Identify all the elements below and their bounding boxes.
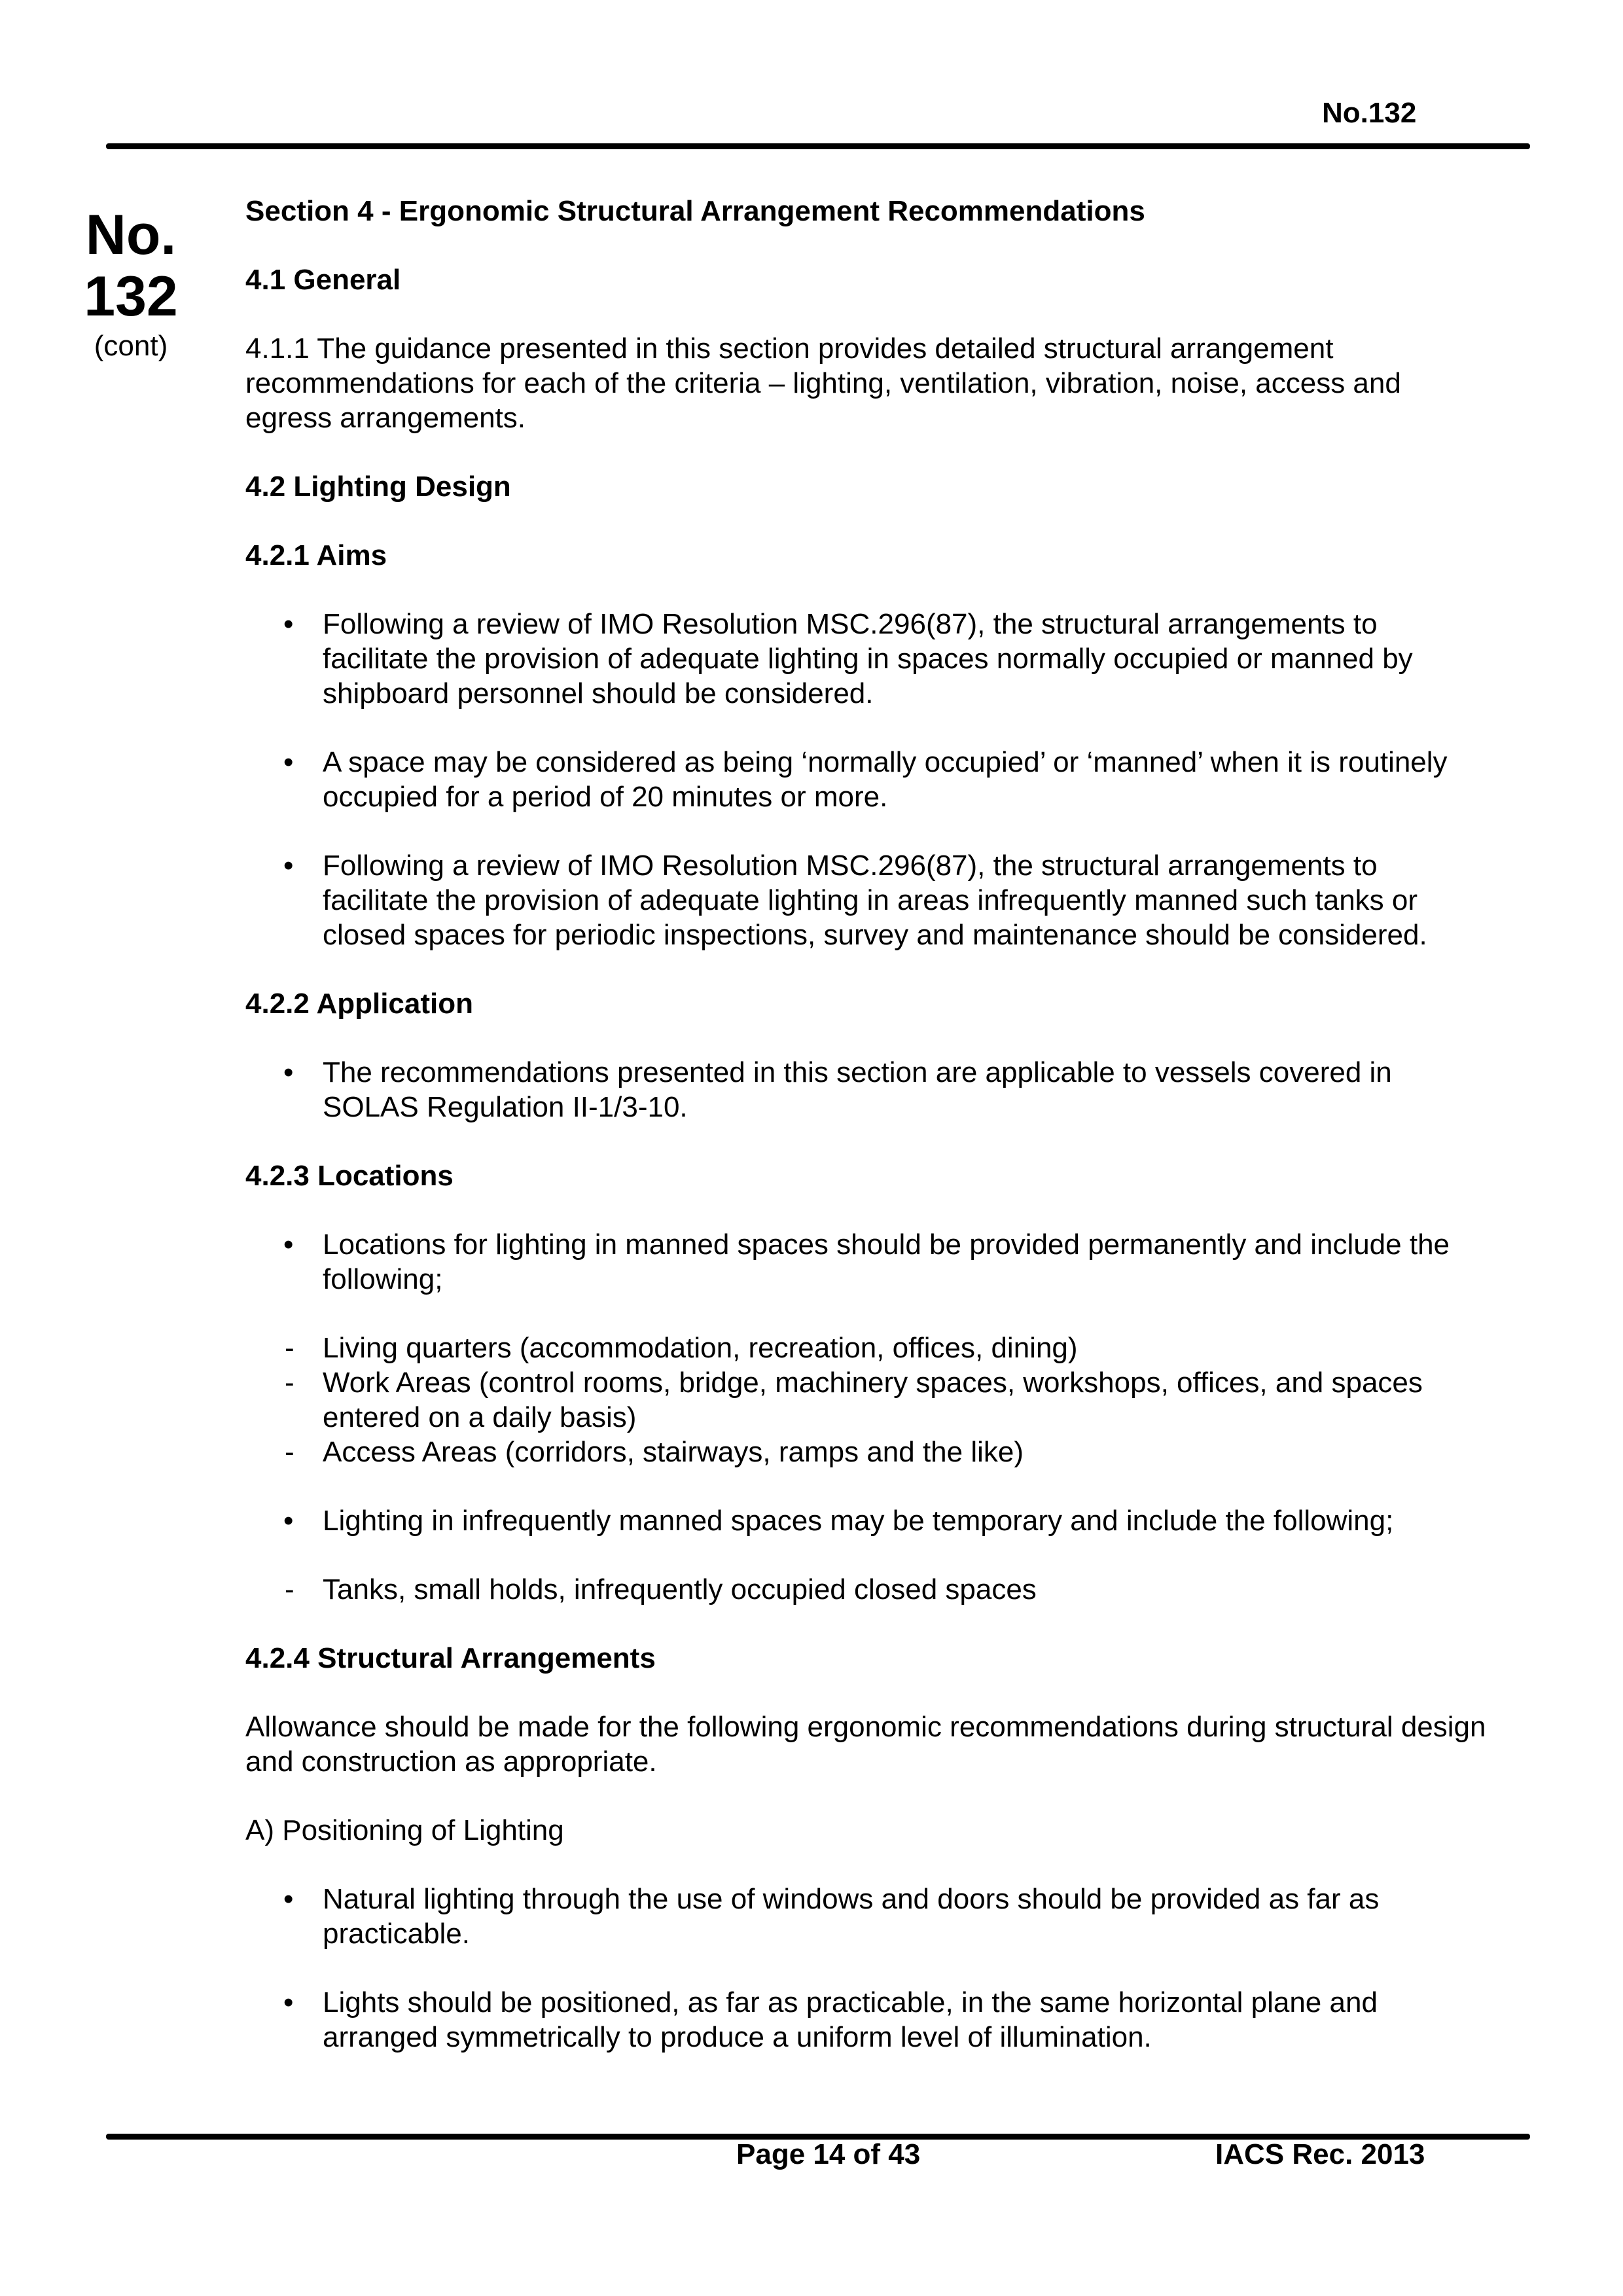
dash-text: Living quarters (accommodation, recreation, offices, dining) (323, 1332, 1078, 1364)
side-no-label: No. (85, 204, 177, 266)
bullet-marker: • (283, 746, 294, 778)
dash-marker: - (285, 1332, 294, 1364)
heading-4-2: 4.2 Lighting Design (245, 471, 511, 503)
list-item (245, 1503, 1489, 1538)
paragraph-4-2-4: Allowance should be made for the following ergonomic recommendations during structural design and construction as appropriate. (245, 1711, 1486, 1778)
bullet-marker: • (283, 1505, 294, 1537)
bullet-marker: • (283, 1883, 294, 1915)
side-reference (79, 204, 183, 363)
dash-marker: - (285, 1436, 294, 1468)
dash-text: Access Areas (corridors, stairways, ramps and the like) (323, 1436, 1024, 1468)
bullet-text: Locations for lighting in manned spaces should be provided permanently and include the following; (323, 1229, 1450, 1295)
bullet-marker: • (283, 1056, 294, 1088)
heading-4-2-2: 4.2.2 Application (245, 988, 474, 1020)
heading-4-2-1: 4.2.1 Aims (245, 539, 387, 571)
bullet-marker: • (283, 1229, 294, 1261)
bullet-text: A space may be considered as being ‘normally occupied’ or ‘manned’ when it is routinely occupied for a period of 20 minutes or more. (323, 746, 1448, 813)
list-item (245, 745, 1489, 814)
list-item (245, 1055, 1489, 1124)
section-title: Section 4 - Ergonomic Structural Arrangement Recommendations (245, 195, 1145, 227)
bullet-marker: • (283, 608, 294, 640)
bullet-text: Lights should be positioned, as far as practicable, in the same horizontal plane and arranged symmetrically to produce a uniform level of illumination. (323, 1986, 1378, 2053)
bullet-text: Following a review of IMO Resolution MSC.296(87), the structural arrangements to facilitate the provision of adequate lighting in areas infrequently manned such tanks or closed spaces for periodic inspections, survey and maintenance should be considered. (323, 850, 1427, 951)
document-body (245, 194, 1489, 2054)
header-document-number: No.132 (1322, 97, 1417, 129)
list-item (245, 1985, 1489, 2054)
paragraph-4-1-1: 4.1.1 The guidance presented in this section provides detailed structural arrangement recommendations for each of the criteria – lighting, ventilation, vibration, noise, access and egress arrangements. (245, 332, 1401, 434)
bullet-text: Following a review of IMO Resolution MSC.296(87), the structural arrangements to facilitate the provision of adequate lighting in spaces normally occupied or manned by shipboard personnel should be considered. (323, 608, 1413, 709)
dash-marker: - (285, 1573, 294, 1605)
header-rule (106, 143, 1530, 149)
footer-reference: IACS Rec. 2013 (1215, 2138, 1425, 2170)
list-item (245, 1882, 1489, 1951)
list-item (245, 848, 1489, 952)
heading-4-2-3: 4.2.3 Locations (245, 1160, 454, 1192)
dash-item (245, 1572, 1489, 1607)
bullet-text: Lighting in infrequently manned spaces may be temporary and include the following; (323, 1505, 1394, 1537)
list-item (245, 607, 1489, 711)
dash-text: Work Areas (control rooms, bridge, machinery spaces, workshops, offices, and spaces entered on a daily basis) (323, 1367, 1423, 1433)
heading-4-1: 4.1 General (245, 264, 401, 296)
side-cont-label: (cont) (94, 330, 168, 362)
bullet-text: Natural lighting through the use of windows and doors should be provided as far as practicable. (323, 1883, 1380, 1950)
heading-4-2-4: 4.2.4 Structural Arrangements (245, 1642, 656, 1674)
page-number: Page 14 of 43 (736, 2138, 921, 2170)
bullet-marker: • (283, 850, 294, 882)
bullet-text: The recommendations presented in this section are applicable to vessels covered in SOLAS Regulation II-1/3-10. (323, 1056, 1392, 1123)
dash-item (245, 1365, 1489, 1435)
bullet-marker: • (283, 1986, 294, 2018)
side-number: 132 (84, 265, 178, 328)
dash-marker: - (285, 1367, 294, 1399)
subheading-positioning: A) Positioning of Lighting (245, 1814, 564, 1846)
dash-text: Tanks, small holds, infrequently occupied closed spaces (323, 1573, 1037, 1605)
dash-item (245, 1435, 1489, 1469)
list-item (245, 1227, 1489, 1297)
dash-item (245, 1331, 1489, 1365)
